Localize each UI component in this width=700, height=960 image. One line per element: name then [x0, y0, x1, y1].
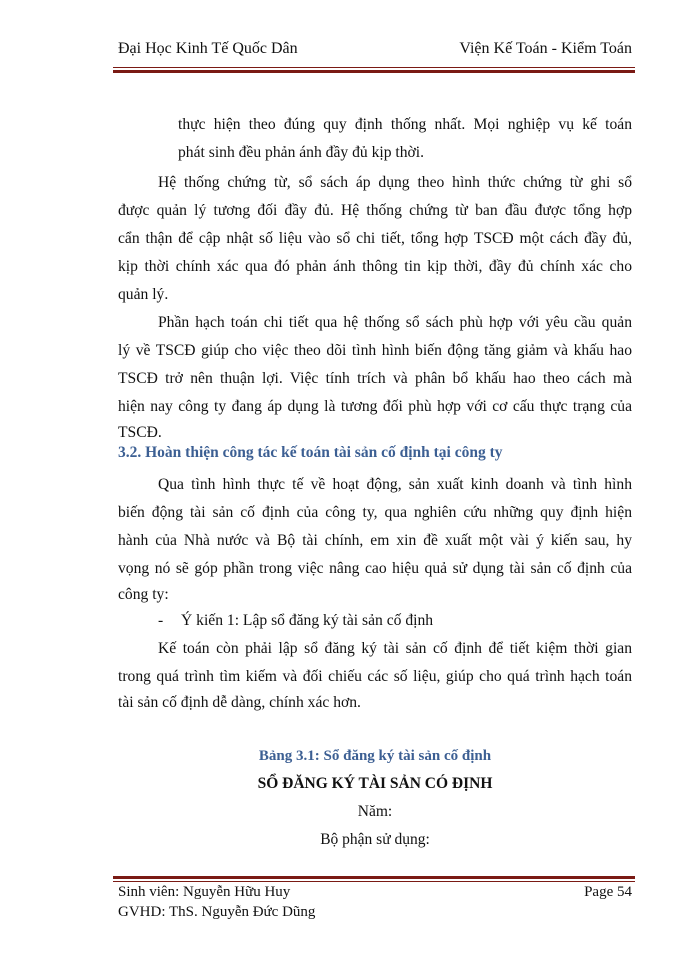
footer-advisor: GVHD: ThS. Nguyễn Đức Dũng	[118, 904, 316, 920]
footer-student-row	[118, 884, 632, 901]
body-line: quản lý.	[118, 286, 169, 303]
body-line: hiện nay công ty đang áp dụng là tương đối phù hợp với cơ cấu thực trạng của	[118, 398, 632, 415]
year-label: Năm:	[357, 803, 393, 820]
footer-rule-thick	[113, 876, 635, 879]
section-heading: 3.2. Hoàn thiện công tác kế toán tài sản cố định tại công ty	[118, 444, 503, 461]
body-line: phát sinh đều phản ánh đầy đủ kịp thời.	[178, 144, 425, 161]
body-line: thực hiện theo đúng quy định thống nhất. Mọi nghiệp vụ kế toán	[178, 116, 632, 133]
header-university: Đại Học Kinh Tế Quốc Dân	[118, 40, 298, 57]
body-line: được quản lý tương đối đầy đủ. Hệ thống chứng từ ban đầu được tổng hợp	[118, 202, 632, 219]
body-line: tài sản cố định dễ dàng, chính xác hơn.	[118, 694, 361, 711]
body-line: Kế toán còn phải lập sổ đăng ký tài sản cố định để tiết kiệm thời gian	[158, 640, 632, 657]
body-line: Qua tình hình thực tế về hoạt động, sản xuất kinh doanh và tình hình	[158, 476, 632, 493]
body-line: TSCĐ.	[118, 424, 162, 441]
department-label: Bộ phận sử dụng:	[320, 831, 430, 848]
bullet-text: Ý kiến 1: Lập sổ đăng ký tài sản cố định	[181, 612, 434, 629]
table-title: SỔ ĐĂNG KÝ TÀI SẢN CÓ ĐỊNH	[257, 775, 493, 792]
page-header	[118, 40, 632, 64]
footer-student: Sinh viên: Nguyễn Hữu Huy	[118, 884, 291, 900]
body-line: công ty:	[118, 586, 169, 603]
bullet-dash: -	[158, 612, 164, 629]
body-line: vọng nó sẽ góp phần trong việc nâng cao hiệu quả sử dụng tài sản cố định của	[118, 560, 632, 577]
header-rule-thin	[113, 67, 635, 68]
body-line: trong quá trình tìm kiếm và đối chiếu các số liệu, giúp cho quá trình hạch toán	[118, 668, 632, 685]
body-line: kịp thời chính xác qua đó phản ánh thông tin kịp thời, đầy đủ chính xác cho	[118, 258, 632, 275]
body-line: TSCĐ trở nên thuận lợi. Việc tính trích và phân bổ khấu hao theo cách mà	[118, 370, 632, 387]
body-line: lý về TSCĐ giúp cho việc theo dõi tình hình biến động tăng giảm và khấu hao	[118, 342, 632, 359]
header-institute: Viện Kế Toán - Kiểm Toán	[459, 40, 632, 57]
footer-advisor-row	[118, 904, 632, 921]
body-line: hành của Nhà nước và Bộ tài chính, em xin đề xuất một vài ý kiến sau, hy	[118, 532, 632, 549]
body-line: Hệ thống chứng từ, sổ sách áp dụng theo hình thức chứng từ ghi sổ	[158, 174, 632, 191]
body-line: Phần hạch toán chi tiết qua hệ thống sổ sách phù hợp với yêu cầu quản	[158, 314, 632, 331]
footer-rule-thin	[113, 881, 635, 882]
table-caption: Bảng 3.1: Sổ đăng ký tài sản cố định	[258, 748, 492, 764]
body-line: biến động tài sản cố định của công ty, qua nghiên cứu những quy định hiện	[118, 504, 632, 521]
body-line: cẩn thận để cập nhật số liệu vào sổ chi tiết, tổng hợp TSCĐ một cách đầy đủ,	[118, 230, 632, 247]
page-number: Page 54	[584, 884, 632, 900]
header-rule-thick	[113, 70, 635, 73]
